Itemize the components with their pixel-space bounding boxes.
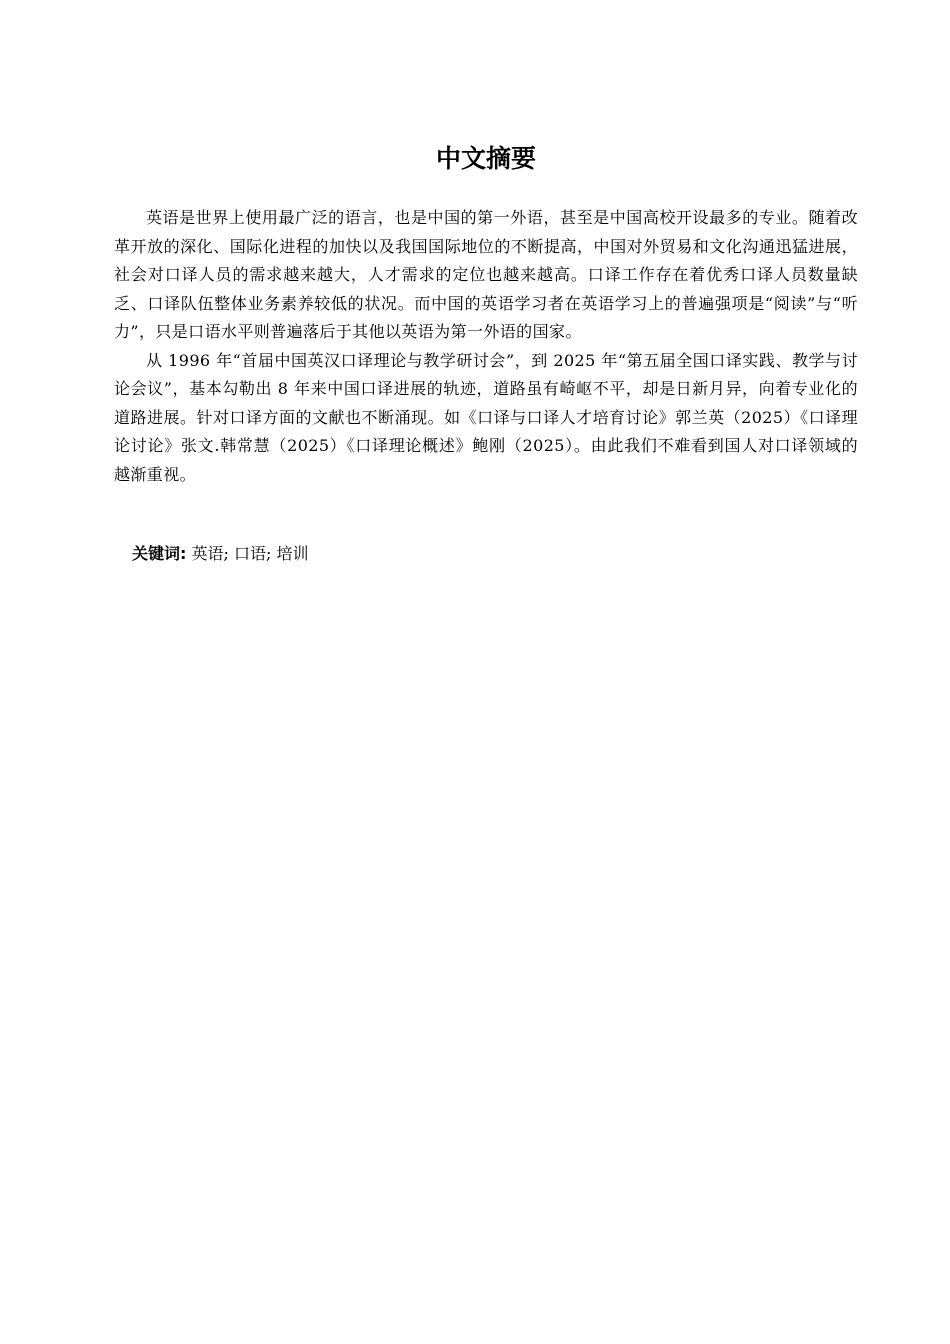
page-title: 中文摘要 [435, 144, 536, 173]
keywords-label: 关键词: [132, 544, 187, 563]
keywords-line [132, 540, 308, 568]
abstract-body [114, 204, 858, 489]
abstract-paragraph-2: 从 1996 年“首届中国英汉口译理论与教学研讨会”，到 2025 年“第五届全国口译实践、教学与讨论会议”，基本勾勒出 8 年来中国口译进展的轨迹，道路虽有崎岖不平，却是日新月异，向着专业化的道路进展。针对口译方面的文献也不断涌现。如《口译与口译人才培育讨论》郭兰英（2025）《口译理论讨论》张文.韩常慧（2025）《口译理论概述》鲍刚（2025）。由此我们不难看到国人对口译领域的越渐重视。 [114, 350, 858, 484]
keywords-value: 英语; 口语; 培训 [186, 544, 309, 563]
abstract-paragraph-1: 英语是世界上使用最广泛的语言，也是中国的第一外语，甚至是中国高校开设最多的专业。随着改革开放的深化、国际化进程的加快以及我国国际地位的不断提高，中国对外贸易和文化沟通迅猛进展，社会对口译人员的需求越来越大，人才需求的定位也越来越高。口译工作存在着优秀口译人员数量缺乏、口译队伍整体业务素养较低的状况。而中国的英语学习者在英语学习上的普遍强项是“阅读”与“听力”，只是口语水平则普遍落后于其他以英语为第一外语的国家。 [114, 208, 858, 341]
